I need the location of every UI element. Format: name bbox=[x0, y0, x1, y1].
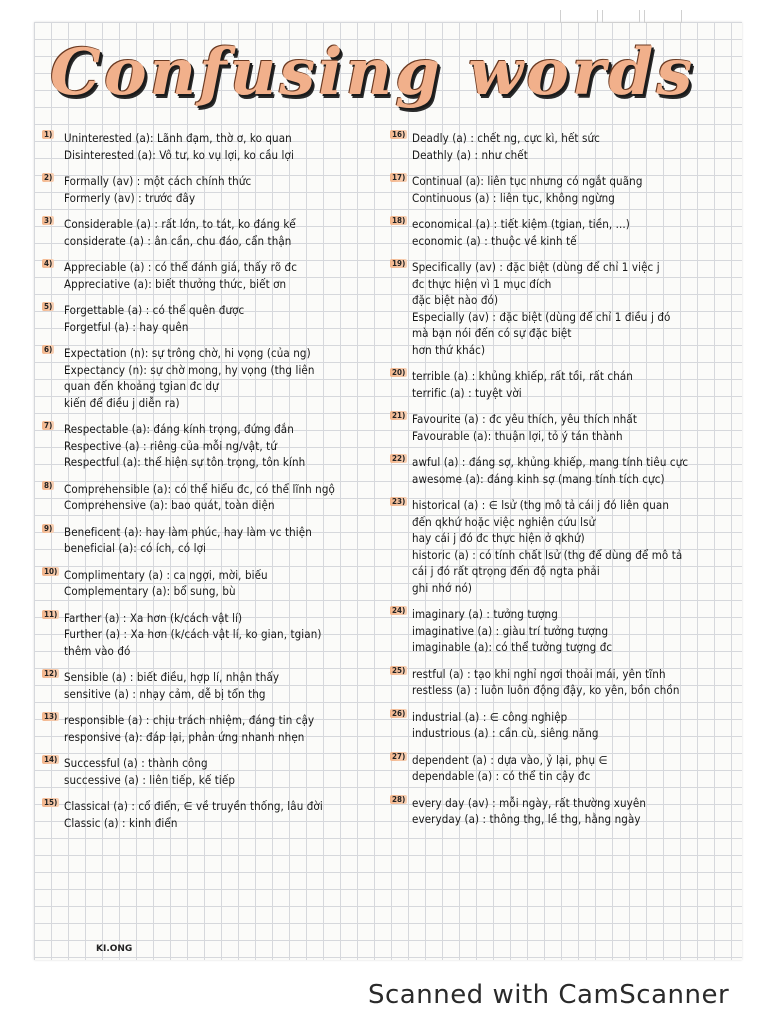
vocab-entry bbox=[394, 606, 746, 656]
entry-line: đến qkhứ hoặc việc nghiên cứu lsử bbox=[412, 514, 596, 529]
entry-line: Especially (av) : đặc biệt (dùng để chỉ 1 điều j đó bbox=[412, 309, 671, 324]
entry-line: restless (a) : luôn luôn động đậy, ko yên, bồn chồn bbox=[412, 683, 680, 697]
entry-number: 16) bbox=[392, 130, 406, 139]
entry-line: Continuous (a) : liên tục, không ngừng bbox=[412, 190, 615, 205]
entry-line: quan đến khoảng tgian đc dự bbox=[64, 379, 219, 393]
entry-line: awful (a) : đáng sợ, khủng khiếp, mang tính tiêu cực bbox=[412, 455, 689, 469]
entry-line: Respective (a) : riêng của mỗi ng/vật, tứ bbox=[64, 438, 277, 453]
vocab-entry bbox=[46, 302, 394, 335]
entry-line: Successful (a) : thành công bbox=[64, 756, 208, 770]
entry-line: Deathly (a) : như chết bbox=[412, 147, 528, 162]
entry-number: 23) bbox=[392, 497, 406, 506]
vocab-entry bbox=[46, 610, 394, 660]
vocab-entry bbox=[394, 752, 746, 785]
entry-line: Comprehensive (a): bao quát, toàn diện bbox=[64, 498, 275, 512]
entry-line: industrial (a) : ∈ công nghiệp bbox=[412, 709, 568, 724]
entry-line: thêm vào đó bbox=[64, 643, 131, 658]
vocab-entry bbox=[394, 795, 746, 828]
entry-line: Expectancy (n): sự chờ mong, hy vọng (thg liên bbox=[64, 362, 315, 377]
entry-line: Respectful (a): thể hiện sự tôn trọng, tôn kính bbox=[64, 455, 306, 469]
vocab-entry bbox=[46, 798, 394, 831]
entry-number: 8) bbox=[44, 480, 53, 490]
entry-line: economical (a) : tiết kiệm (tgian, tiền, ...) bbox=[412, 217, 630, 231]
entry-line: Favourite (a) : đc yêu thích, yêu thích nhất bbox=[412, 412, 637, 426]
entry-line: imaginary (a) : tưởng tượng bbox=[412, 607, 558, 621]
entry-line: Forgetful (a) : hay quên bbox=[64, 319, 189, 334]
vocab-entry bbox=[46, 130, 394, 163]
entry-number: 25) bbox=[392, 665, 406, 675]
entry-line: mà bạn nói đến có sự đặc biệt bbox=[412, 326, 572, 340]
entry-line: Further (a) : Xa hơn (k/cách vật lí, ko gian, tgian) bbox=[64, 627, 322, 641]
vocab-entry bbox=[46, 669, 394, 702]
header-boxes bbox=[560, 10, 682, 23]
entry-line: Appreciative (a): biết thưởng thức, biết ơn bbox=[64, 276, 287, 291]
entry-line: Formally (av) : một cách chính thức bbox=[64, 174, 252, 188]
entry-line: Sensible (a) : biết điều, hợp lí, nhận thấy bbox=[64, 670, 280, 684]
entry-line: hơn thứ khác) bbox=[412, 342, 486, 357]
entry-number: 15) bbox=[44, 798, 58, 807]
entry-line: Disinterested (a): Vô tư, ko vụ lợi, ko cầu lợi bbox=[64, 147, 294, 162]
entry-line: every day (av) : mỗi ngày, rất thường xuyên bbox=[412, 795, 647, 810]
entry-number: 14) bbox=[44, 755, 58, 764]
entry-line: historical (a) : ∈ lsử (thg mô tả cái j đó liên quan bbox=[412, 498, 669, 512]
entry-line: Classical (a) : cổ điển, ∈ về truyền thống, lâu đời bbox=[64, 799, 323, 813]
entry-line: responsible (a) : chịu trách nhiệm, đáng tin cậy bbox=[64, 713, 315, 727]
entry-line: awesome (a): đáng kinh sợ (mang tính tích cực) bbox=[412, 471, 665, 486]
entry-number: 2) bbox=[44, 173, 53, 182]
vocab-entry bbox=[46, 755, 394, 788]
entry-line: Farther (a) : Xa hơn (k/cách vật lí) bbox=[64, 610, 243, 625]
entry-line: terrific (a) : tuyệt vời bbox=[412, 385, 522, 400]
left-column bbox=[46, 130, 394, 841]
entry-line: dependent (a) : dựa vào, ỷ lại, phụ ∈ bbox=[412, 752, 608, 767]
entry-number: 1) bbox=[44, 130, 53, 139]
entry-line: Beneficent (a): hay làm phúc, hay làm vc thiện bbox=[64, 524, 312, 539]
entry-number: 22) bbox=[392, 454, 406, 463]
vocab-entry bbox=[394, 709, 746, 742]
entry-line: Continual (a): liên tục nhưng có ngắt quãng bbox=[412, 174, 643, 188]
vocab-entry bbox=[46, 173, 394, 206]
signature: KI.ONG bbox=[96, 944, 133, 954]
entry-number: 3) bbox=[44, 216, 53, 225]
entry-number: 21) bbox=[392, 411, 406, 420]
vocab-entry bbox=[394, 259, 746, 358]
entry-line: responsive (a): đáp lại, phản ứng nhanh nhẹn bbox=[64, 729, 305, 744]
entry-line: Forgettable (a) : có thể quên được bbox=[64, 303, 245, 317]
entry-line: Deadly (a) : chết ng, cực kì, hết sức bbox=[412, 131, 600, 145]
entry-line: dependable (a) : có thể tin cậy đc bbox=[412, 769, 591, 783]
vocab-entry bbox=[394, 173, 746, 206]
vocab-entry bbox=[394, 411, 746, 444]
vocab-entry bbox=[46, 345, 394, 411]
entry-line: everyday (a) : thông thg, lề thg, hằng ngày bbox=[412, 812, 641, 826]
vocab-entry bbox=[394, 368, 746, 401]
entry-number: 5) bbox=[44, 302, 53, 311]
vocab-entry bbox=[46, 259, 394, 292]
entry-line: imaginable (a): có thể tưởng tượng đc bbox=[412, 640, 613, 654]
entry-line: Comprehensible (a): có thể hiểu đc, có thể lĩnh ngộ bbox=[64, 481, 335, 496]
vocab-entry bbox=[46, 216, 394, 249]
entry-line: đặc biệt nào đó) bbox=[412, 293, 499, 307]
entry-line: Classic (a) : kinh điển bbox=[64, 815, 178, 830]
scanner-watermark: Scanned with CamScanner bbox=[368, 980, 730, 1010]
right-column bbox=[394, 130, 746, 838]
entry-line: considerate (a) : ân cần, chu đáo, cẩn thận bbox=[64, 233, 292, 248]
entry-number: 6) bbox=[44, 345, 53, 354]
entry-number: 9) bbox=[44, 523, 53, 533]
vocab-entry bbox=[394, 454, 746, 487]
vocab-entry bbox=[46, 481, 394, 514]
entry-line: terrible (a) : khủng khiếp, rất tồi, rất chán bbox=[412, 369, 633, 383]
entry-line: Respectable (a): đáng kính trọng, đứng đắn bbox=[64, 422, 294, 436]
vocab-entry bbox=[46, 524, 394, 557]
entry-line: Uninterested (a): Lãnh đạm, thờ ơ, ko quan bbox=[64, 131, 292, 145]
vocab-entry bbox=[46, 421, 394, 471]
vocab-entry bbox=[46, 567, 394, 600]
entry-line: restful (a) : tạo khi nghỉ ngơi thoải mái, yên tĩnh bbox=[412, 666, 666, 681]
entry-line: sensitive (a) : nhạy cảm, dễ bị tổn thg bbox=[64, 686, 266, 701]
entry-number: 26) bbox=[392, 708, 406, 718]
entry-line: Appreciable (a) : có thể đánh giá, thấy rõ đc bbox=[64, 260, 298, 274]
page-title: Confusing words bbox=[50, 35, 696, 110]
entry-line: Favourable (a): thuận lợi, tỏ ý tán thành bbox=[412, 428, 623, 443]
vocab-entry bbox=[46, 712, 394, 745]
entry-number: 28) bbox=[392, 794, 406, 804]
entry-line: beneficial (a): có ích, có lợi bbox=[64, 541, 206, 555]
entry-line: Complimentary (a) : ca ngợi, mời, biếu bbox=[64, 567, 268, 582]
entry-number: 24) bbox=[392, 606, 406, 615]
entry-number: 19) bbox=[392, 259, 406, 268]
entry-line: hay cái j đó đc thực hiện ở qkhứ) bbox=[412, 531, 585, 545]
entry-line: ghi nhớ nó) bbox=[412, 580, 473, 595]
entry-number: 10) bbox=[44, 566, 58, 576]
entry-line: đc thực hiện vì 1 mục đích bbox=[412, 276, 552, 291]
entry-line: Considerable (a) : rất lớn, to tát, ko đáng kể bbox=[64, 217, 296, 231]
vocab-entry bbox=[394, 497, 746, 596]
entry-number: 12) bbox=[44, 669, 58, 678]
entry-number: 20) bbox=[392, 368, 406, 377]
entry-line: Formerly (av) : trước đây bbox=[64, 190, 196, 205]
entry-line: Specifically (av) : đặc biệt (dùng để chỉ 1 việc j bbox=[412, 260, 660, 274]
entry-number: 4) bbox=[44, 259, 53, 268]
entry-number: 18) bbox=[392, 216, 406, 225]
entry-number: 13) bbox=[44, 712, 58, 721]
entry-line: kiến để điều j diễn ra) bbox=[64, 395, 180, 410]
entry-line: imaginative (a) : giàu trí tưởng tượng bbox=[412, 623, 609, 638]
entry-line: cái j đó rất qtrọng đến độ ngta phải bbox=[412, 564, 600, 578]
entry-line: historic (a) : có tính chất lsử (thg để dùng để mô tả bbox=[412, 547, 683, 562]
entry-line: successive (a) : liên tiếp, kế tiếp bbox=[64, 772, 236, 787]
vocab-entry bbox=[394, 666, 746, 699]
entry-number: 27) bbox=[392, 751, 406, 761]
entry-number: 7) bbox=[44, 421, 53, 430]
entry-number: 17) bbox=[392, 173, 406, 182]
entry-line: industrious (a) : cần cù, siêng năng bbox=[412, 726, 599, 740]
vocab-entry bbox=[394, 130, 746, 163]
entry-line: Complementary (a): bổ sung, bù bbox=[64, 584, 236, 598]
vocab-entry bbox=[394, 216, 746, 249]
entry-number: 11) bbox=[44, 609, 58, 619]
entry-line: economic (a) : thuộc về kinh tế bbox=[412, 233, 577, 248]
entry-line: Expectation (n): sự trông chờ, hi vọng (của ng) bbox=[64, 346, 311, 360]
